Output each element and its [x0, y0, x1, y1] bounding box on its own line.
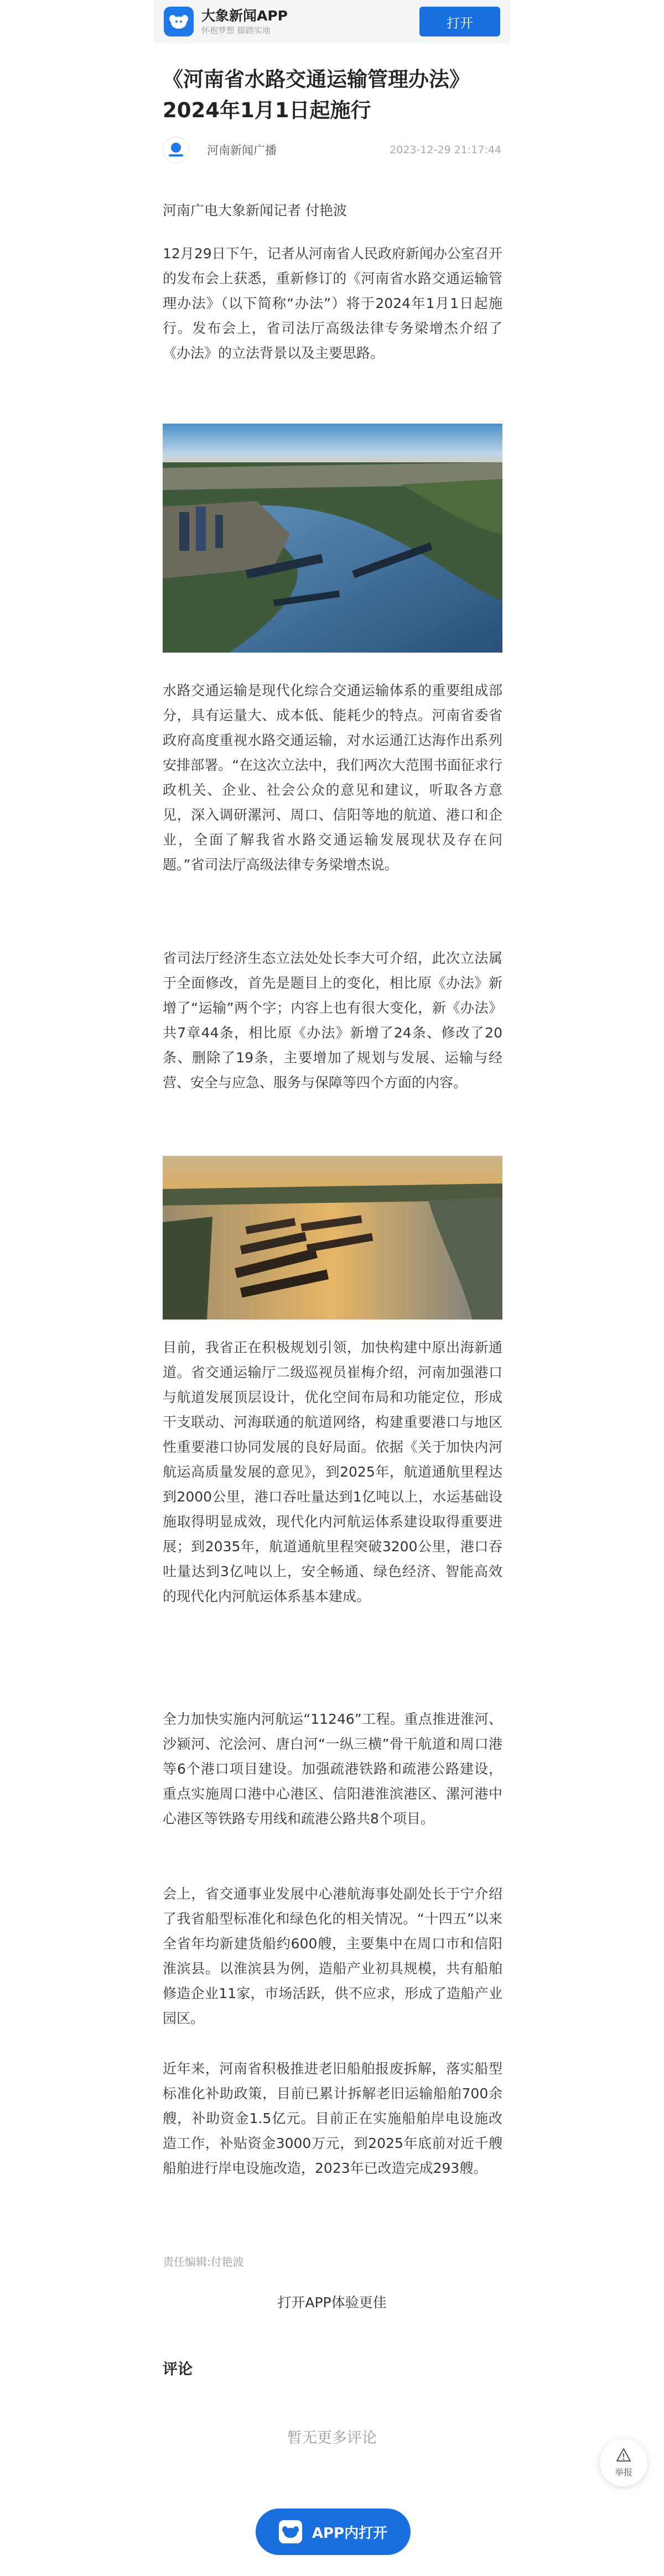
report-button[interactable]	[600, 2439, 647, 2486]
article-paragraph: 12月29日下午，记者从河南省人民政府新闻办公室召开的发布会上获悉，重新修订的《河南省水路交通运输管理办法》（以下简称“办法”）将于2024年1月1日起施行。发布会上，省司法厅高级法律专务梁增杰介绍了《办法》的立法背景以及主要思路。	[163, 246, 502, 361]
article-paragraph: 水路交通运输是现代化综合交通运输体系的重要组成部分，具有运量大、成本低、能耗少的特点。河南省委省政府高度重视水路交通运输，对水运通江达海作出系列安排部署。“在这次立法中，我们两次大范围书面征求行政机关、企业、社会公众的意见和建议，听取各方意见，深入调研漯河、周口、信阳等地的航道、港口和企业，全面了解我省水路交通运输发展现状及存在问题。”省司法厅高级法律专务梁增杰说。	[163, 682, 502, 873]
article-paragraph: 目前，我省正在积极规划引领，加快构建中原出海新通道。省交通运输厅二级巡视员崔梅介绍，河南加强港口与航道发展顶层设计，优化空间布局和功能定位，形成干支联动、河海联通的航道网络，构建重要港口与地区性重要港口协同发展的良好局面。依据《关于加快内河航运高质量发展的意见》，到2025年，航道通航里程达到2000公里，港口吞吐量达到1亿吨以上，水运基础设施取得明显成效，现代化内河航运体系建设取得重要进展；到2035年，航道通航里程突破3200公里，港口吞吐量达到3亿吨以上，安全畅通、绿色经济、智能高效的现代化内河航运体系基本建成。	[163, 1339, 502, 1604]
open-app-link[interactable]: 打开APP体验更佳	[277, 2295, 387, 2311]
elephant-logo-icon	[279, 2520, 302, 2543]
article-paragraph: 会上，省交通事业发展中心港航海事处副处长于宁介绍了我省船型标准化和绿色化的相关情况。“十四五”以来全省年均新建货船约600艘，主要集中在周口市和信阳淮滨县。以淮滨县为例，造船产业初具规模，共有船舶修造企业11家，市场活跃，供不应求，形成了造船产业园区。	[163, 1886, 502, 2026]
article-photo-barges	[163, 1156, 502, 1320]
comments-heading: 评论	[163, 2361, 193, 2378]
responsible-editor: 责任编辑:付艳波	[163, 2255, 244, 2269]
no-comments-text: 暂无更多评论	[287, 2429, 377, 2447]
publish-date: 2023-12-29 21:17:44	[390, 144, 501, 156]
report-label: 举报	[614, 2467, 632, 2478]
app-name: 大象新闻APP	[201, 8, 288, 24]
open-in-app-label: APP内打开	[312, 2525, 388, 2542]
article-paragraph: 近年来，河南省积极推进老旧船舶报废拆解，落实船型标准化补助政策，目前已累计拆解老旧运输船舶700余艘，补助资金1.5亿元。目前正在实施船舶岸电设施改造工作，补贴资金3000万元，到2025年底前对近千艘船舶进行岸电设施改造，2023年已改造完成293艘。	[163, 2061, 502, 2176]
app-slogan: 怀抱梦想 脚踏实地	[201, 25, 271, 35]
article-paragraph: 省司法厅经济生态立法处处长李大可介绍，此次立法属于全面修改，首先是题目上的变化，相比原《办法》新增了“运输”两个字；内容上也有很大变化，新《办法》共7章44条，相比原《办法》新增了24条、修改了20条、删除了19条，主要增加了规划与发展、运输与经营、安全与应急、服务与保障等四个方面的内容。	[163, 950, 502, 1091]
open-in-app-button[interactable]	[256, 2509, 411, 2555]
article-photo-port	[163, 424, 502, 653]
article-title: 《河南省水路交通运输管理办法》2024年1月1日起施行	[163, 67, 470, 122]
source-name[interactable]: 河南新闻广播	[207, 144, 277, 157]
source-logo-icon	[163, 137, 189, 163]
warning-icon	[616, 2448, 631, 2464]
app-download-banner	[154, 0, 510, 43]
elephant-logo-icon	[164, 7, 194, 36]
article-paragraph: 全力加快实施内河航运“11246”工程。重点推进淮河、沙颍河、沱浍河、唐白河“一纵三横”骨干航道和周口港等6个港口项目建设。加强疏港铁路和疏港公路建设，重点实施周口港中心港区、信阳港淮滨港区、漯河港中心港区等铁路专用线和疏港公路共8个项目。	[163, 1711, 502, 1827]
article-meta	[163, 136, 501, 164]
open-app-button[interactable]: 打开	[419, 7, 500, 36]
reporter-line: 河南广电大象新闻记者 付艳波	[163, 202, 347, 218]
